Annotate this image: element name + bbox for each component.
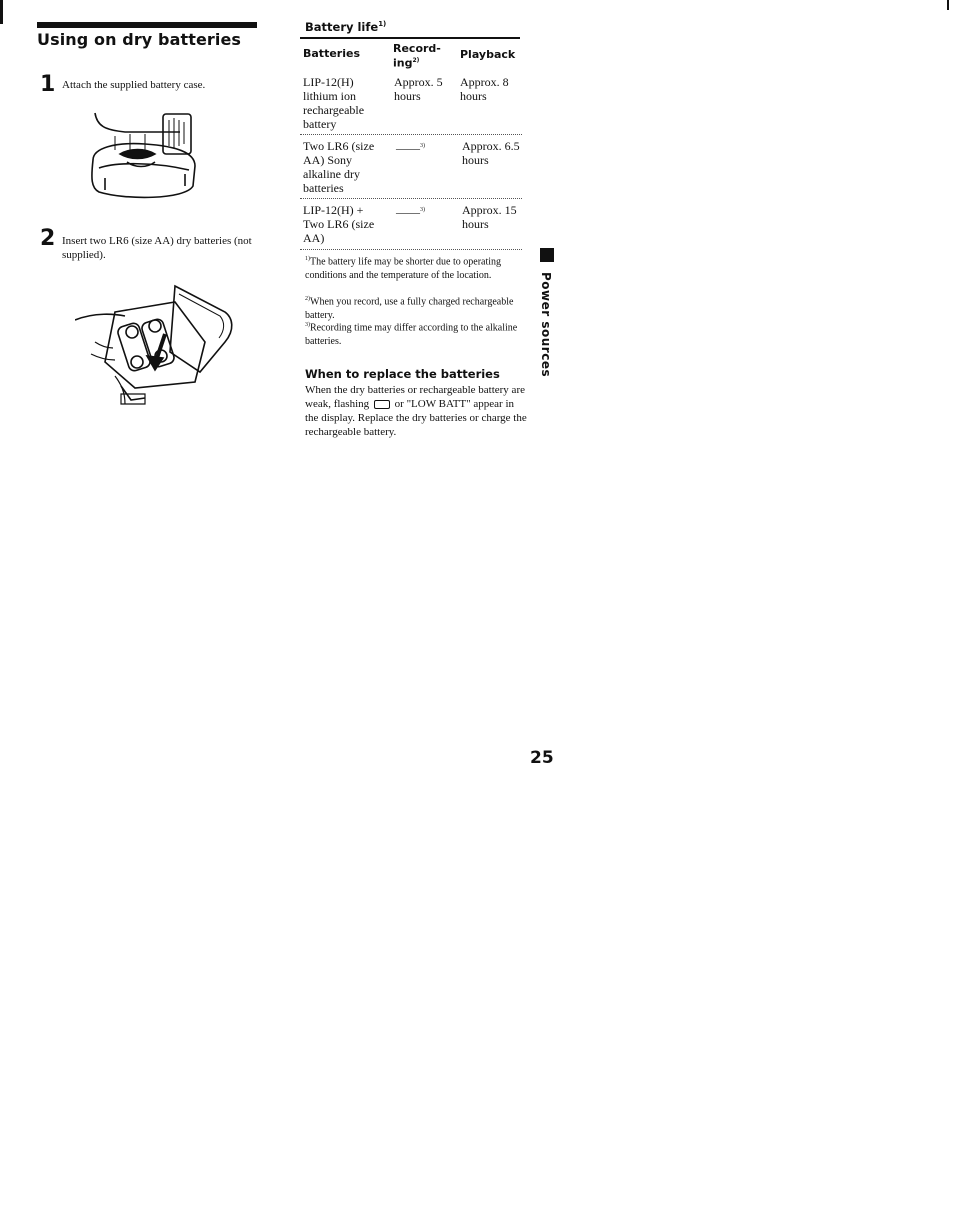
header-recording-text: Record-ing <box>393 42 441 70</box>
footnote-2 <box>305 293 530 322</box>
step-1-number: 1 <box>40 72 56 97</box>
step-2-text: Insert two LR6 (size AA) dry batteries (not supplied). <box>62 235 252 261</box>
table-title <box>305 20 386 34</box>
header-batteries: Batteries <box>303 47 360 60</box>
row-3-recording-note-mark: 3) <box>420 207 425 213</box>
header-recording-note-mark: 2) <box>412 57 420 64</box>
footnote-2-text: When you record, use a fully charged rechargeable battery. <box>305 296 514 321</box>
header-recording <box>393 43 443 70</box>
heading-bar <box>37 22 257 28</box>
footnote-3 <box>305 319 530 348</box>
row-2-batteries: Two LR6 (size AA) Sony alkaline dry batteries <box>303 139 375 195</box>
row-divider-1 <box>300 134 522 135</box>
footnote-3-mark: 3) <box>305 322 310 328</box>
step-2-number: 2 <box>40 226 56 251</box>
replace-paragraph <box>305 383 530 439</box>
row-2-recording-text: —— <box>396 141 420 155</box>
row-2-recording-note-mark: 3) <box>420 143 425 149</box>
table-bottom-rule <box>300 249 522 250</box>
page-number: 25 <box>530 748 554 768</box>
table-title-text: Battery life <box>305 20 379 34</box>
battery-insert-illustration <box>75 282 240 422</box>
row-3-playback: Approx. 15 hours <box>462 203 517 231</box>
row-3-recording <box>396 203 425 219</box>
row-3-recording-text: —— <box>396 205 420 219</box>
step-1-text: Attach the supplied battery case. <box>62 79 206 91</box>
header-playback: Playback <box>460 48 516 61</box>
footnote-1-text: The battery life may be shorter due to operating conditions and the temperature of the location. <box>305 256 502 281</box>
footnote-2-mark: 2) <box>305 296 310 302</box>
replace-text-end: or "LOW BATT" appear in the display. Replace the dry batteries or charge the rechargeable battery. <box>305 398 527 438</box>
row-2-recording <box>396 139 425 155</box>
row-3-batteries: LIP-12(H) + Two LR6 (size AA) <box>303 203 375 245</box>
battery-low-icon <box>374 400 390 409</box>
footnote-1-mark: 1) <box>305 256 310 262</box>
battery-case-illustration <box>85 108 205 203</box>
table-top-rule <box>300 37 520 39</box>
replace-text-start: When the dry batteries or rechargeable battery are weak, flashing <box>305 384 525 410</box>
page-edge-mark-left <box>0 0 3 24</box>
row-1-batteries: LIP-12(H) lithium ion rechargeable battery <box>303 75 365 131</box>
section-title: Using on dry batteries <box>37 30 242 49</box>
page-edge-mark-right <box>947 0 949 10</box>
replace-heading: When to replace the batteries <box>305 367 500 381</box>
side-tab-label: Power sources <box>539 272 553 378</box>
row-divider-2 <box>300 198 522 199</box>
side-tab-marker <box>540 248 554 262</box>
row-1-playback: Approx. 8 hours <box>460 75 509 103</box>
table-title-note-mark: 1) <box>378 20 387 29</box>
footnote-3-text: Recording time may differ according to the alkaline batteries. <box>305 322 518 347</box>
footnote-1 <box>305 253 530 282</box>
row-2-playback: Approx. 6.5 hours <box>462 139 520 167</box>
row-1-recording: Approx. 5 hours <box>394 75 443 103</box>
